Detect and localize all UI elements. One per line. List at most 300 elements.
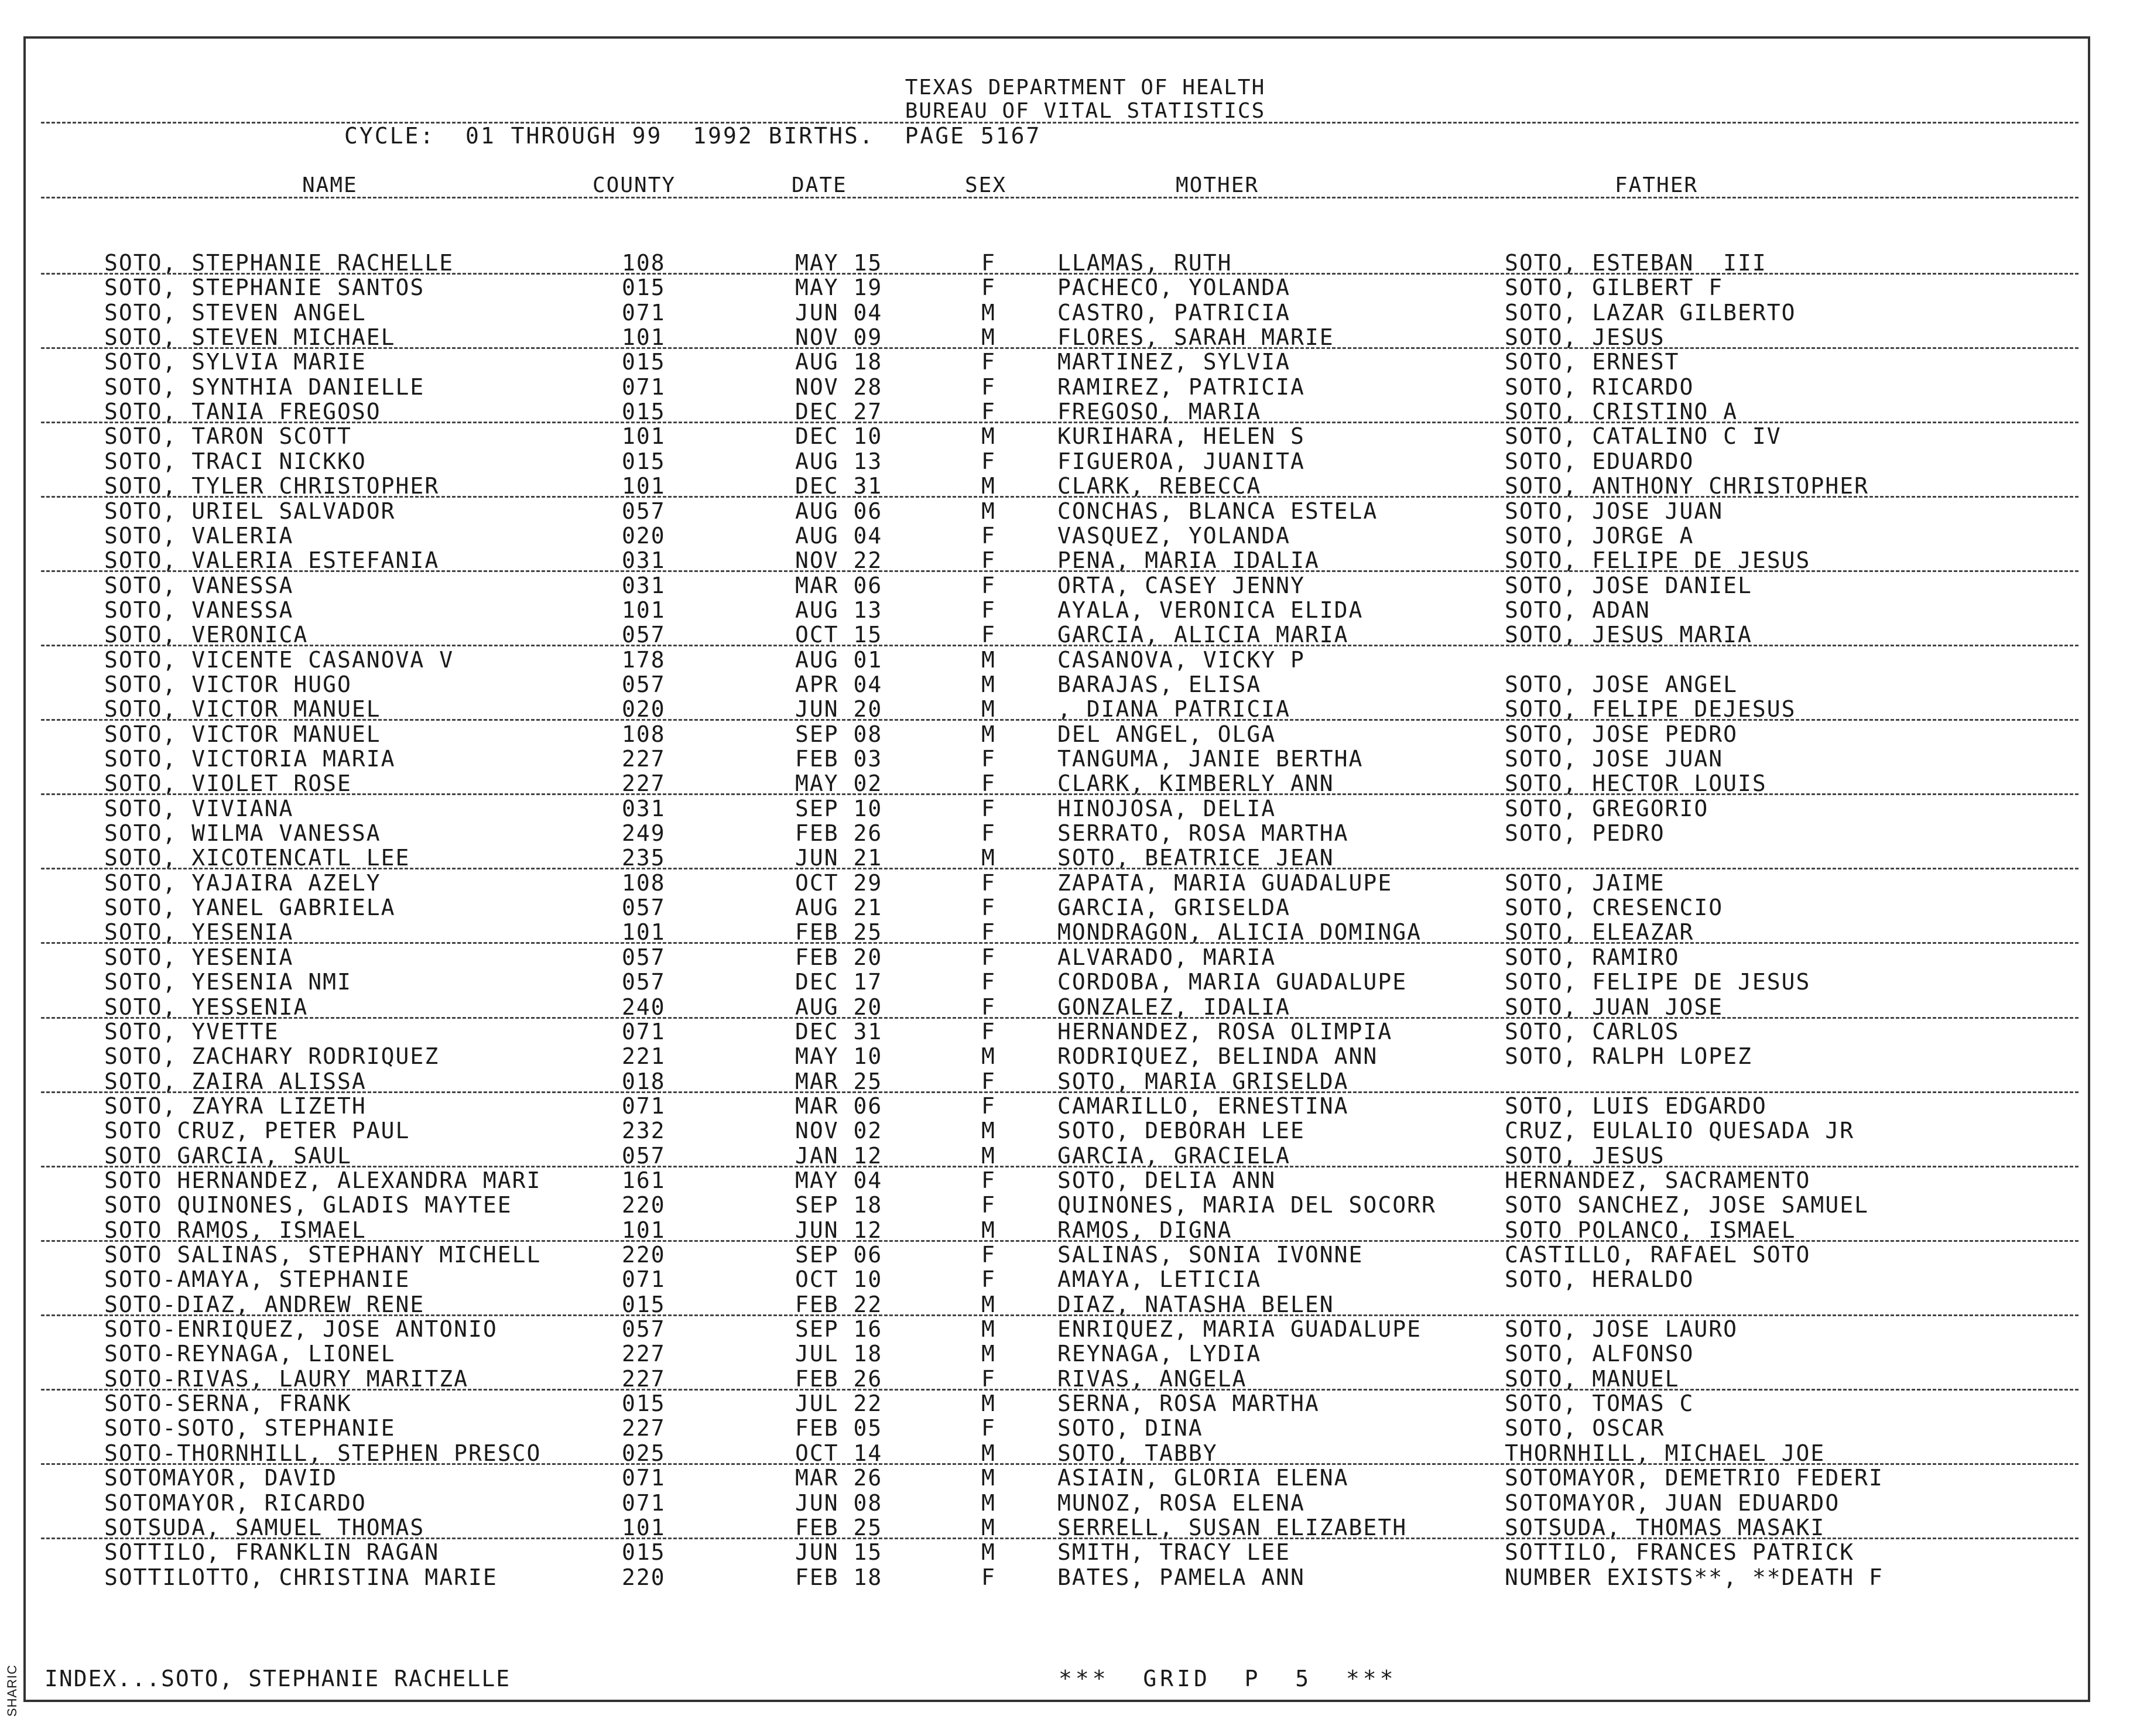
cell-name: SOTO CRUZ, PETER PAUL	[104, 1118, 410, 1144]
cell-sex: F	[981, 1167, 996, 1193]
cell-name: SOTO QUINONES, GLADIS MAYTEE	[104, 1192, 512, 1218]
cell-name: SOTOMAYOR, DAVID	[104, 1465, 338, 1491]
cell-date: OCT 10	[795, 1266, 883, 1293]
table-row	[0, 1367, 2147, 1391]
cell-date: AUG 01	[795, 646, 883, 673]
table-row	[0, 1466, 2147, 1490]
col-header-name: NAME	[302, 173, 358, 197]
cell-county: 227	[622, 746, 666, 772]
cell-father: SOTTILO, FRANCES PATRICK	[1505, 1539, 1855, 1566]
cell-mother: DEL ANGEL, OLGA	[1057, 721, 1276, 747]
cell-sex: F	[981, 795, 996, 821]
cell-sex: M	[981, 498, 996, 524]
table-row	[0, 648, 2147, 672]
cell-sex: F	[981, 547, 996, 574]
cell-sex: M	[981, 646, 996, 673]
cell-mother: CONCHAS, BLANCA ESTELA	[1057, 498, 1378, 524]
cell-mother: QUINONES, MARIA DEL SOCORR	[1057, 1192, 1436, 1218]
cell-mother: DIAZ, NATASHA BELEN	[1057, 1291, 1334, 1317]
cell-date: AUG 13	[795, 597, 883, 623]
cell-date: SEP 18	[795, 1192, 883, 1218]
table-row	[0, 251, 2147, 275]
cell-county: 015	[622, 448, 666, 474]
table-row	[0, 1242, 2147, 1267]
col-header-father: FATHER	[1615, 173, 1699, 197]
cell-sex: M	[981, 1539, 996, 1566]
cell-name: SOTO, STEPHANIE RACHELLE	[104, 250, 454, 276]
table-row	[0, 1317, 2147, 1341]
cell-sex: F	[981, 1415, 996, 1441]
cell-father: SOTO, JOSE ANGEL	[1505, 671, 1738, 697]
cell-date: JUN 04	[795, 299, 883, 326]
table-row	[0, 672, 2147, 697]
cell-name: SOTOMAYOR, RICARDO	[104, 1490, 367, 1516]
table-row	[0, 548, 2147, 573]
cell-mother: SOTO, TABBY	[1057, 1440, 1218, 1466]
cell-date: DEC 10	[795, 423, 883, 450]
cell-date: MAY 15	[795, 250, 883, 276]
cell-county: 108	[622, 869, 666, 896]
cell-name: SOTO, VICTORIA MARIA	[104, 746, 396, 772]
cell-mother: CLARK, REBECCA	[1057, 473, 1262, 499]
cell-name: SOTO-DIAZ, ANDREW RENE	[104, 1291, 425, 1317]
table-row	[0, 1540, 2147, 1564]
cell-father: SOTO, GILBERT F	[1505, 275, 1724, 301]
cell-date: SEP 08	[795, 721, 883, 747]
cell-mother: KURIHARA, HELEN S	[1057, 423, 1305, 450]
cell-sex: F	[981, 275, 996, 301]
cell-mother: SOTO, BEATRICE JEAN	[1057, 845, 1334, 871]
cell-mother: RAMOS, DIGNA	[1057, 1217, 1232, 1243]
cell-county: 101	[622, 597, 666, 623]
table-row	[0, 1044, 2147, 1069]
cell-date: NOV 22	[795, 547, 883, 574]
cell-county: 101	[622, 1217, 666, 1243]
table-row	[0, 970, 2147, 994]
cell-county: 227	[622, 1341, 666, 1367]
cell-county: 178	[622, 646, 666, 673]
table-row	[0, 499, 2147, 523]
cell-name: SOTO, STEPHANIE SANTOS	[104, 275, 425, 301]
cell-father: NUMBER EXISTS**, **DEATH F	[1505, 1564, 1884, 1590]
cell-father: SOTO, ALFONSO	[1505, 1341, 1694, 1367]
cell-date: OCT 15	[795, 622, 883, 648]
cell-date: NOV 28	[795, 374, 883, 400]
cell-sex: F	[981, 1365, 996, 1392]
cell-father: SOTO, MANUEL	[1505, 1365, 1680, 1392]
cell-mother: ZAPATA, MARIA GUADALUPE	[1057, 869, 1393, 896]
cell-mother: , DIANA PATRICIA	[1057, 696, 1291, 723]
cell-name: SOTO, VICTOR HUGO	[104, 671, 352, 697]
table-row	[0, 424, 2147, 448]
cell-date: MAY 04	[795, 1167, 883, 1193]
cell-father: SOTO, EDUARDO	[1505, 448, 1694, 474]
cell-county: 031	[622, 795, 666, 821]
cell-father: SOTO, ESTEBAN III	[1505, 250, 1767, 276]
cell-mother: AMAYA, LETICIA	[1057, 1266, 1262, 1293]
cell-county: 015	[622, 1539, 666, 1566]
cell-date: FEB 03	[795, 746, 883, 772]
table-row	[0, 995, 2147, 1019]
cell-name: SOTTILO, FRANKLIN RAGAN	[104, 1539, 440, 1566]
cell-father: SOTO, JESUS MARIA	[1505, 622, 1752, 648]
table-row	[0, 375, 2147, 399]
cell-date: AUG 18	[795, 349, 883, 375]
cell-sex: M	[981, 299, 996, 326]
cell-mother: FLORES, SARAH MARIE	[1057, 324, 1334, 351]
cell-sex: M	[981, 1142, 996, 1169]
cell-county: 232	[622, 1118, 666, 1144]
cell-county: 057	[622, 944, 666, 970]
cell-county: 015	[622, 1391, 666, 1417]
table-row	[0, 350, 2147, 374]
cell-name: SOTO, VICENTE CASANOVA V	[104, 646, 454, 673]
cell-name: SOTO, VICTOR MANUEL	[104, 696, 381, 723]
cell-sex: M	[981, 1316, 996, 1343]
cell-sex: M	[981, 721, 996, 747]
cell-county: 071	[622, 1490, 666, 1516]
cell-name: SOTO, SYNTHIA DANIELLE	[104, 374, 425, 400]
cell-father: SOTO, ANTHONY CHRISTOPHER	[1505, 473, 1869, 499]
cell-father: SOTO, HECTOR LOUIS	[1505, 771, 1767, 797]
cell-date: DEC 31	[795, 1018, 883, 1045]
cell-date: FEB 25	[795, 1514, 883, 1540]
cell-sex: F	[981, 994, 996, 1020]
cell-father: SOTO POLANCO, ISMAEL	[1505, 1217, 1796, 1243]
cell-county: 015	[622, 275, 666, 301]
cell-father: SOTO, RALPH LOPEZ	[1505, 1043, 1752, 1070]
table-row	[0, 1341, 2147, 1366]
table-row	[0, 747, 2147, 771]
table-row	[0, 1193, 2147, 1217]
cell-sex: F	[981, 1192, 996, 1218]
cell-county: 057	[622, 1316, 666, 1343]
table-row	[0, 1143, 2147, 1168]
cell-sex: M	[981, 1341, 996, 1367]
cell-sex: F	[981, 1564, 996, 1590]
table-row	[0, 722, 2147, 747]
cell-date: AUG 06	[795, 498, 883, 524]
col-header-mother: MOTHER	[1176, 173, 1259, 197]
cell-sex: F	[981, 399, 996, 425]
cell-mother: RAMIREZ, PATRICIA	[1057, 374, 1305, 400]
cell-date: NOV 09	[795, 324, 883, 351]
cell-county: 057	[622, 1142, 666, 1169]
cell-father: SOTO, JESUS	[1505, 1142, 1665, 1169]
cell-date: OCT 14	[795, 1440, 883, 1466]
side-stamp-text: SHARIC	[5, 1664, 19, 1717]
cell-county: 221	[622, 1043, 666, 1070]
cell-sex: F	[981, 572, 996, 598]
cell-county: 015	[622, 1291, 666, 1317]
cell-mother: ORTA, CASEY JENNY	[1057, 572, 1305, 598]
cell-father: SOTO, CRISTINO A	[1505, 399, 1738, 425]
cell-date: JUN 08	[795, 1490, 883, 1516]
cell-father: SOTO, TOMAS C	[1505, 1391, 1694, 1417]
table-row	[0, 399, 2147, 424]
cell-sex: M	[981, 473, 996, 499]
cell-name: SOTO HERNANDEZ, ALEXANDRA MARI	[104, 1167, 542, 1193]
cell-date: SEP 06	[795, 1242, 883, 1268]
table-row	[0, 1441, 2147, 1466]
cell-sex: M	[981, 1217, 996, 1243]
cell-mother: CASTRO, PATRICIA	[1057, 299, 1291, 326]
cell-father: SOTO, ADAN	[1505, 597, 1651, 623]
cell-sex: F	[981, 1068, 996, 1094]
cell-father: SOTO, JUAN JOSE	[1505, 994, 1724, 1020]
cell-sex: F	[981, 746, 996, 772]
cell-date: FEB 22	[795, 1291, 883, 1317]
cell-name: SOTO SALINAS, STEPHANY MICHELL	[104, 1242, 542, 1268]
cell-date: SEP 10	[795, 795, 883, 821]
cell-mother: GONZALEZ, IDALIA	[1057, 994, 1291, 1020]
table-row	[0, 1094, 2147, 1118]
cell-father: SOTO, ELEAZAR	[1505, 919, 1694, 946]
cell-name: SOTO GARCIA, SAUL	[104, 1142, 352, 1169]
cell-sex: F	[981, 869, 996, 896]
cell-county: 031	[622, 547, 666, 574]
cell-mother: CASANOVA, VICKY P	[1057, 646, 1305, 673]
cell-father: CASTILLO, RAFAEL SOTO	[1505, 1242, 1811, 1268]
cell-name: SOTO, URIEL SALVADOR	[104, 498, 396, 524]
cell-county: 101	[622, 919, 666, 946]
cycle-line: CYCLE: 01 THROUGH 99 1992 BIRTHS. PAGE 5167	[344, 123, 1042, 149]
cell-county: 101	[622, 423, 666, 450]
cell-mother: SALINAS, SONIA IVONNE	[1057, 1242, 1364, 1268]
cell-name: SOTO, TRACI NICKKO	[104, 448, 367, 474]
cell-date: MAR 06	[795, 572, 883, 598]
cell-sex: F	[981, 771, 996, 797]
cell-sex: M	[981, 1490, 996, 1516]
cell-county: 240	[622, 994, 666, 1020]
cell-father: SOTO, LAZAR GILBERTO	[1505, 299, 1796, 326]
cell-father: THORNHILL, MICHAEL JOE	[1505, 1440, 1826, 1466]
cell-father: SOTO, CATALINO C IV	[1505, 423, 1782, 450]
cell-county: 220	[622, 1192, 666, 1218]
cell-mother: MONDRAGON, ALICIA DOMINGA	[1057, 919, 1422, 946]
cell-mother: SMITH, TRACY LEE	[1057, 1539, 1291, 1566]
cell-mother: REYNAGA, LYDIA	[1057, 1341, 1262, 1367]
cell-mother: SOTO, DELIA ANN	[1057, 1167, 1276, 1193]
table-row	[0, 1491, 2147, 1515]
table-row	[0, 1391, 2147, 1416]
cell-mother: SERNA, ROSA MARTHA	[1057, 1391, 1320, 1417]
cell-name: SOTO, YVETTE	[104, 1018, 279, 1045]
cell-sex: M	[981, 1465, 996, 1491]
cell-father: SOTO, JOSE JUAN	[1505, 746, 1724, 772]
cell-name: SOTO, TANIA FREGOSO	[104, 399, 381, 425]
table-row	[0, 871, 2147, 895]
cell-county: 071	[622, 374, 666, 400]
table-row	[0, 474, 2147, 498]
cell-name: SOTO-AMAYA, STEPHANIE	[104, 1266, 410, 1293]
cell-mother: SOTO, MARIA GRISELDA	[1057, 1068, 1349, 1094]
cell-sex: M	[981, 1043, 996, 1070]
table-row	[0, 895, 2147, 920]
cell-father: SOTO, LUIS EDGARDO	[1505, 1093, 1767, 1119]
cell-name: SOTO, YESSENIA	[104, 994, 309, 1020]
cell-county: 235	[622, 845, 666, 871]
cell-county: 057	[622, 969, 666, 995]
cell-name: SOTO, ZAIRA ALISSA	[104, 1068, 367, 1094]
cell-father: CRUZ, EULALIO QUESADA JR	[1505, 1118, 1855, 1144]
table-row	[0, 1118, 2147, 1143]
cell-sex: F	[981, 919, 996, 946]
cell-date: MAR 06	[795, 1093, 883, 1119]
cell-father: SOTO, JOSE LAURO	[1505, 1316, 1738, 1343]
cell-sex: F	[981, 622, 996, 648]
cell-mother: ASIAIN, GLORIA ELENA	[1057, 1465, 1349, 1491]
cell-county: 015	[622, 349, 666, 375]
cell-date: JUN 12	[795, 1217, 883, 1243]
cell-date: AUG 21	[795, 895, 883, 921]
cell-father: SOTO, JOSE JUAN	[1505, 498, 1724, 524]
cell-father: SOTO, RAMIRO	[1505, 944, 1680, 970]
cell-mother: MARTINEZ, SYLVIA	[1057, 349, 1291, 375]
cell-sex: F	[981, 820, 996, 847]
cell-date: DEC 27	[795, 399, 883, 425]
cell-county: 071	[622, 1266, 666, 1293]
table-row	[0, 697, 2147, 721]
cell-mother: FREGOSO, MARIA	[1057, 399, 1262, 425]
cell-father: SOTO, JAIME	[1505, 869, 1665, 896]
cell-father: SOTO, CARLOS	[1505, 1018, 1680, 1045]
cell-county: 057	[622, 671, 666, 697]
cell-county: 220	[622, 1564, 666, 1590]
cell-date: MAY 02	[795, 771, 883, 797]
table-row	[0, 598, 2147, 622]
cell-father: SOTO SANCHEZ, JOSE SAMUEL	[1505, 1192, 1869, 1218]
table-row	[0, 573, 2147, 598]
cell-father: SOTO, GREGORIO	[1505, 795, 1709, 821]
cell-sex: F	[981, 597, 996, 623]
cell-name: SOTO-SERNA, FRANK	[104, 1391, 352, 1417]
cell-name: SOTO, VERONICA	[104, 622, 309, 648]
cell-mother: GARCIA, GRISELDA	[1057, 895, 1291, 921]
table-row	[0, 1292, 2147, 1317]
cell-father: SOTO, FELIPE DEJESUS	[1505, 696, 1796, 723]
cell-sex: M	[981, 696, 996, 723]
table-row	[0, 845, 2147, 870]
footer-index: INDEX...SOTO, STEPHANIE RACHELLE	[44, 1666, 511, 1692]
table-row	[0, 945, 2147, 970]
cell-sex: M	[981, 1391, 996, 1417]
cell-county: 025	[622, 1440, 666, 1466]
table-row	[0, 821, 2147, 845]
cell-father: SOTO, RICARDO	[1505, 374, 1694, 400]
cell-county: 018	[622, 1068, 666, 1094]
cell-county: 220	[622, 1242, 666, 1268]
cell-name: SOTO, VICTOR MANUEL	[104, 721, 381, 747]
cell-county: 071	[622, 1093, 666, 1119]
table-row	[0, 622, 2147, 647]
cell-mother: SERRELL, SUSAN ELIZABETH	[1057, 1514, 1408, 1540]
cell-sex: M	[981, 1291, 996, 1317]
cell-mother: GARCIA, ALICIA MARIA	[1057, 622, 1349, 648]
cell-sex: F	[981, 349, 996, 375]
cell-name: SOTO, XICOTENCATL LEE	[104, 845, 410, 871]
cell-sex: F	[981, 1018, 996, 1045]
cell-mother: PACHECO, YOLANDA	[1057, 275, 1291, 301]
cell-name: SOTO, YAJAIRA AZELY	[104, 869, 381, 896]
cell-county: 161	[622, 1167, 666, 1193]
cell-county: 071	[622, 1018, 666, 1045]
cell-county: 101	[622, 1514, 666, 1540]
cell-sex: F	[981, 250, 996, 276]
cell-mother: BARAJAS, ELISA	[1057, 671, 1262, 697]
cell-county: 249	[622, 820, 666, 847]
table-row	[0, 1218, 2147, 1242]
cell-name: SOTO, YESENIA	[104, 919, 294, 946]
cell-mother: CORDOBA, MARIA GUADALUPE	[1057, 969, 1408, 995]
cell-father: SOTO, JESUS	[1505, 324, 1665, 351]
side-stamp	[1, 1651, 22, 1721]
cell-mother: LLAMAS, RUTH	[1057, 250, 1232, 276]
cell-county: 227	[622, 1415, 666, 1441]
cell-father: SOTO, HERALDO	[1505, 1266, 1694, 1293]
cell-name: SOTO, VANESSA	[104, 572, 294, 598]
cell-date: MAR 25	[795, 1068, 883, 1094]
cell-father: SOTO, JORGE A	[1505, 522, 1694, 549]
cell-mother: SOTO, DINA	[1057, 1415, 1203, 1441]
cell-name: SOTO, VALERIA ESTEFANIA	[104, 547, 440, 574]
cell-sex: M	[981, 1514, 996, 1540]
cell-date: FEB 05	[795, 1415, 883, 1441]
cell-date: AUG 20	[795, 994, 883, 1020]
cell-sex: F	[981, 374, 996, 400]
cell-name: SOTO, VALERIA	[104, 522, 294, 549]
cell-mother: GARCIA, GRACIELA	[1057, 1142, 1291, 1169]
cell-date: JUL 22	[795, 1391, 883, 1417]
cell-father: SOTO, OSCAR	[1505, 1415, 1665, 1441]
table-row	[0, 275, 2147, 300]
cell-mother: VASQUEZ, YOLANDA	[1057, 522, 1291, 549]
cell-mother: RIVAS, ANGELA	[1057, 1365, 1247, 1392]
cell-date: MAR 26	[795, 1465, 883, 1491]
cell-mother: ENRIQUEZ, MARIA GUADALUPE	[1057, 1316, 1422, 1343]
table-row	[0, 1267, 2147, 1292]
cell-date: JUL 18	[795, 1341, 883, 1367]
cell-sex: F	[981, 969, 996, 995]
cell-date: SEP 16	[795, 1316, 883, 1343]
cell-name: SOTO, ZACHARY RODRIQUEZ	[104, 1043, 440, 1070]
cell-mother: MUNOZ, ROSA ELENA	[1057, 1490, 1305, 1516]
cell-name: SOTO, VIVIANA	[104, 795, 294, 821]
cell-mother: RODRIQUEZ, BELINDA ANN	[1057, 1043, 1378, 1070]
cell-name: SOTO, YESENIA NMI	[104, 969, 352, 995]
cell-name: SOTO-THORNHILL, STEPHEN PRESCO	[104, 1440, 542, 1466]
table-row	[0, 300, 2147, 325]
cell-county: 101	[622, 324, 666, 351]
cell-name: SOTO-REYNAGA, LIONEL	[104, 1341, 396, 1367]
cell-date: MAY 10	[795, 1043, 883, 1070]
cell-name: SOTO, TARON SCOTT	[104, 423, 352, 450]
cell-county: 057	[622, 895, 666, 921]
cell-father: SOTO, FELIPE DE JESUS	[1505, 547, 1811, 574]
cell-mother: PENA, MARIA IDALIA	[1057, 547, 1320, 574]
cell-mother: SERRATO, ROSA MARTHA	[1057, 820, 1349, 847]
cell-father: SOTO, JOSE PEDRO	[1505, 721, 1738, 747]
cell-sex: M	[981, 423, 996, 450]
table-row	[0, 1168, 2147, 1193]
cell-mother: BATES, PAMELA ANN	[1057, 1564, 1305, 1590]
cell-mother: CAMARILLO, ERNESTINA	[1057, 1093, 1349, 1119]
cell-date: FEB 25	[795, 919, 883, 946]
cell-county: 057	[622, 498, 666, 524]
table-row	[0, 1069, 2147, 1094]
table-row	[0, 920, 2147, 944]
cell-sex: M	[981, 845, 996, 871]
